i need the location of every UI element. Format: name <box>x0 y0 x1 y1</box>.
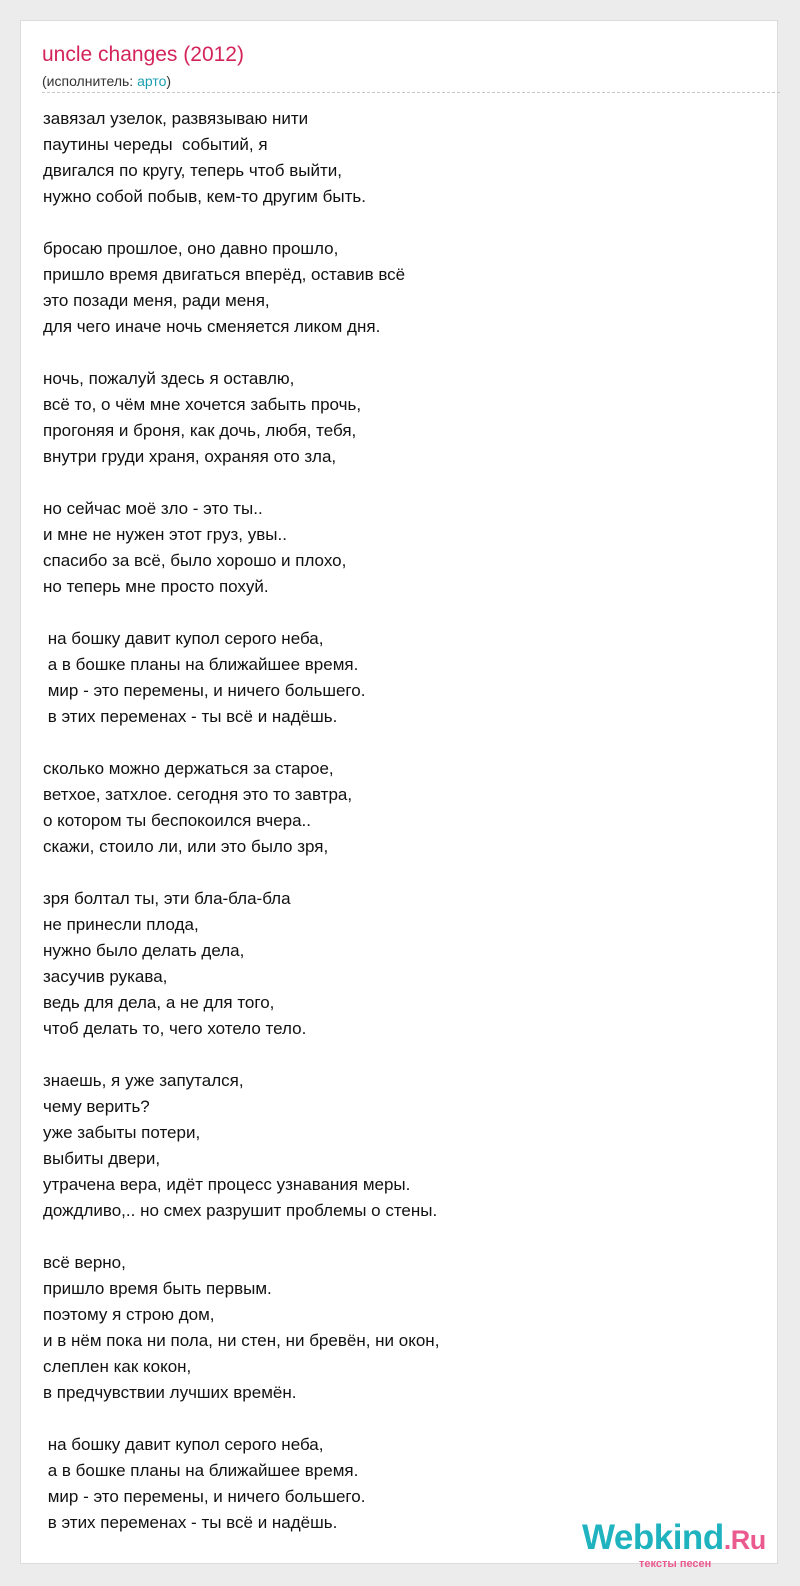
lyrics-line: мир - это перемены, и ничего большего. <box>43 1487 366 1506</box>
lyrics-stanza <box>43 1068 743 1224</box>
lyrics-stanza <box>43 496 743 600</box>
lyrics-stanza <box>43 366 743 470</box>
lyrics-line: в предчувствии лучших времён. <box>43 1383 297 1402</box>
lyrics-stanza <box>43 886 743 1042</box>
lyrics-line: утрачена вера, идёт процесс узнавания меры. <box>43 1175 411 1194</box>
lyrics-line: на бошку давит купол серого неба, <box>43 1435 324 1454</box>
title-divider <box>42 92 780 93</box>
lyrics-line: но теперь мне просто похуй. <box>43 577 269 596</box>
lyrics-line: чтоб делать то, чего хотело тело. <box>43 1019 307 1038</box>
lyrics-line: в этих переменах - ты всё и надёшь. <box>43 1513 338 1532</box>
artist-link[interactable]: арто <box>137 73 167 89</box>
lyrics-line: мир - это перемены, и ничего большего. <box>43 681 366 700</box>
logo-tagline: тексты песен <box>639 1558 712 1570</box>
lyrics-line: знаешь, я уже запутался, <box>43 1071 244 1090</box>
lyrics-stanza <box>43 756 743 860</box>
lyrics-line: зря болтал ты, эти бла-бла-бла <box>43 889 291 908</box>
lyrics-line: это позади меня, ради меня, <box>43 291 270 310</box>
lyrics-line: ведь для дела, а не для того, <box>43 993 275 1012</box>
lyrics-line: и мне не нужен этот груз, увы.. <box>43 525 287 544</box>
lyrics-stanza <box>43 106 743 210</box>
lyrics-line: внутри груди храня, охраняя ото зла, <box>43 447 337 466</box>
lyrics-line: всё верно, <box>43 1253 126 1272</box>
lyrics-line: слеплен как кокон, <box>43 1357 192 1376</box>
lyrics-stanza <box>43 626 743 730</box>
lyrics-line: и в нём пока ни пола, ни стен, ни бревён, ни окон, <box>43 1331 440 1350</box>
lyrics-line: но сейчас моё зло - это ты.. <box>43 499 263 518</box>
lyrics-line: на бошку давит купол серого неба, <box>43 629 324 648</box>
lyrics-line: уже забыты потери, <box>43 1123 201 1142</box>
lyrics-line: чему верить? <box>43 1097 150 1116</box>
lyrics-line: спасибо за всё, было хорошо и плохо, <box>43 551 347 570</box>
lyrics-line: засучив рукава, <box>43 967 168 986</box>
lyrics-line: всё то, о чём мне хочется забыть прочь, <box>43 395 362 414</box>
song-title: uncle changes (2012) <box>42 43 244 66</box>
lyrics-line: дождливо,.. но смех разрушит проблемы о стены. <box>43 1201 438 1220</box>
artist-line <box>42 73 171 89</box>
lyrics-line: двигался по кругу, теперь чтоб выйти, <box>43 161 342 180</box>
logo-wordmark <box>582 1518 766 1558</box>
logo-tld: .Ru <box>723 1525 766 1555</box>
lyrics-line: пришло время быть первым. <box>43 1279 272 1298</box>
lyrics-line: ветхое, затхлое. сегодня это то завтра, <box>43 785 353 804</box>
lyrics-line: о котором ты беспокоился вчера.. <box>43 811 312 830</box>
webkind-logo[interactable] <box>582 1518 777 1580</box>
lyrics-stanza <box>43 236 743 340</box>
lyrics-line: а в бошке планы на ближайшее время. <box>43 655 359 674</box>
lyrics-line: нужно было делать дела, <box>43 941 245 960</box>
logo-word: Webkind <box>582 1518 724 1557</box>
lyrics-line: пришло время двигаться вперёд, оставив всё <box>43 265 406 284</box>
lyrics-line: паутины череды событий, я <box>43 135 268 154</box>
lyrics-line: бросаю прошлое, оно давно прошло, <box>43 239 339 258</box>
lyrics-line: скажи, стоило ли, или это было зря, <box>43 837 329 856</box>
lyrics-line: сколько можно держаться за старое, <box>43 759 334 778</box>
lyrics-line: а в бошке планы на ближайшее время. <box>43 1461 359 1480</box>
lyrics-line: выбиты двери, <box>43 1149 161 1168</box>
artist-suffix: ) <box>166 73 172 89</box>
lyrics-line: не принесли плода, <box>43 915 199 934</box>
lyrics-line: прогоняя и броня, как дочь, любя, тебя, <box>43 421 357 440</box>
lyrics-line: в этих переменах - ты всё и надёшь. <box>43 707 338 726</box>
artist-prefix: (исполнитель: <box>42 73 138 89</box>
lyrics-body <box>43 106 743 1562</box>
lyrics-line: поэтому я строю дом, <box>43 1305 215 1324</box>
lyrics-card <box>20 20 778 1564</box>
lyrics-line: для чего иначе ночь сменяется ликом дня. <box>43 317 381 336</box>
lyrics-stanza <box>43 1250 743 1406</box>
lyrics-line: ночь, пожалуй здесь я оставлю, <box>43 369 295 388</box>
lyrics-line: нужно собой побыв, кем-то другим быть. <box>43 187 366 206</box>
lyrics-line: завязал узелок, развязываю нити <box>43 109 309 128</box>
